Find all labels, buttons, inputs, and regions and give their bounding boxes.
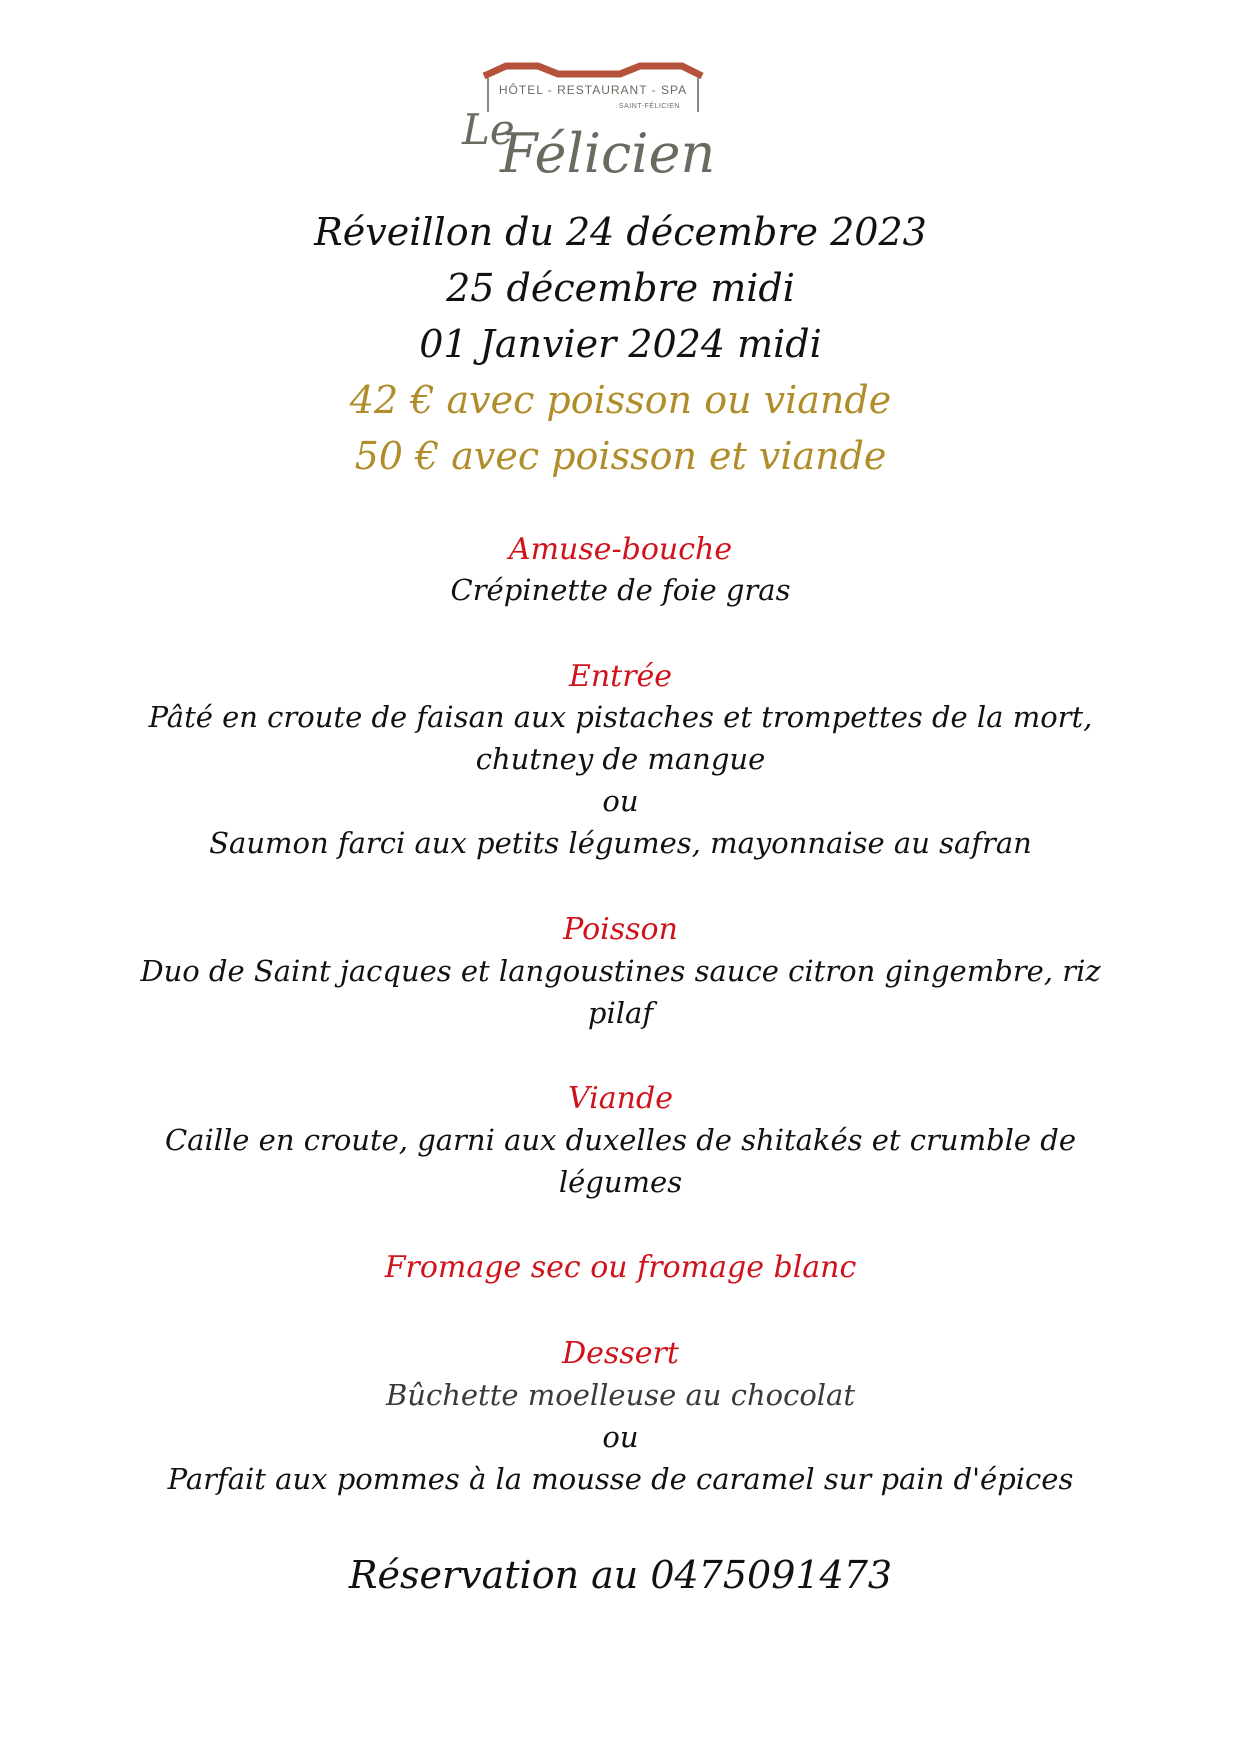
dish-entree-2: Saumon farci aux petits légumes, mayonnaise au safran: [209, 826, 1032, 860]
event-title: Réveillon du 24 décembre 2023: [314, 210, 927, 254]
section-poisson: Poisson: [563, 912, 678, 947]
event-date-2: 25 décembre midi: [446, 266, 795, 310]
section-amuse-bouche: Amuse-bouche: [508, 532, 733, 567]
dish-poisson-line-2: pilaf: [587, 996, 654, 1030]
dish-viande-line-1: Caille en croute, garni aux duxelles de shitakés et crumble de: [164, 1123, 1077, 1157]
dish-amuse-bouche: Crépinette de foie gras: [450, 573, 791, 607]
logo-emblem-icon: [462, 62, 770, 202]
dish-dessert-1: Bûchette moelleuse au chocolat: [385, 1378, 855, 1412]
price-option-2: 50 € avec poisson et viande: [354, 434, 887, 478]
entree-or: ou: [602, 784, 639, 818]
dish-viande-line-2: légumes: [558, 1165, 683, 1199]
dessert-or: ou: [602, 1420, 639, 1454]
section-fromage: Fromage sec ou fromage blanc: [384, 1250, 857, 1285]
section-dessert: Dessert: [562, 1336, 679, 1371]
section-entree: Entrée: [568, 659, 673, 694]
dish-entree-1-line-1: Pâté en croute de faisan aux pistaches et trompettes de la mort,: [148, 700, 1093, 734]
logo-name-le: Le: [462, 105, 515, 154]
reservation-phone: Réservation au 0475091473: [348, 1553, 893, 1597]
hotel-logo: [462, 62, 770, 202]
event-date-3: 01 Janvier 2024 midi: [419, 322, 822, 366]
logo-tagline: HÔTEL - RESTAURANT - SPA: [498, 83, 688, 97]
dish-entree-1-line-2: chutney de mangue: [475, 742, 766, 776]
price-option-1: 42 € avec poisson ou viande: [349, 378, 892, 422]
section-viande: Viande: [568, 1081, 673, 1116]
logo-location: SAINT-FÉLICIEN: [618, 103, 680, 110]
logo-name-main: Félicien: [500, 122, 716, 185]
dish-poisson-line-1: Duo de Saint jacques et langoustines sauce citron gingembre, riz: [140, 954, 1101, 988]
dish-dessert-2: Parfait aux pommes à la mousse de caramel sur pain d'épices: [167, 1462, 1074, 1496]
